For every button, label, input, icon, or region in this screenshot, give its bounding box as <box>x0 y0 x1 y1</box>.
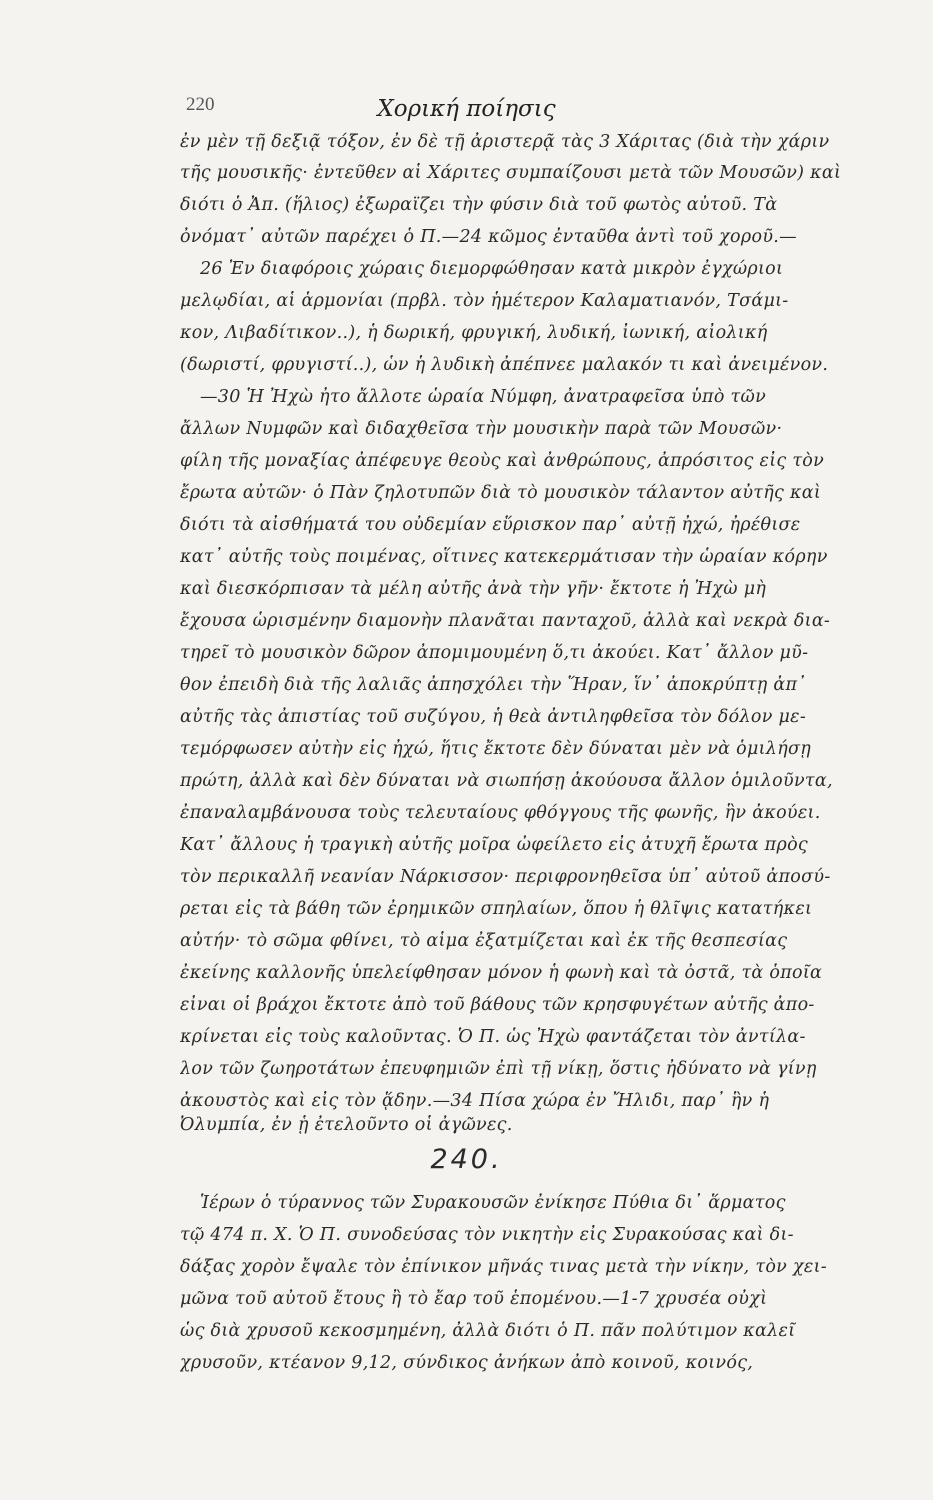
text-line: χρυσοῦν, κτέανον 9,12, σύνδικος ἀνήκων ἀπὸ κοινοῦ, κοινός, <box>180 1353 754 1373</box>
text-line: (δωριστί, φρυγιστί..), ὧν ἡ λυδικὴ ἀπέπνεε μαλακόν τι καὶ ἀνειμένον. <box>180 355 829 375</box>
text-line: τηρεῖ τὸ μουσικὸν δῶρον ἀπομιμουμένη ὅ,τι ἀκούει. Κατ᾽ ἄλλον μῦ- <box>180 643 809 663</box>
text-line: δάξας χορὸν ἔψαλε τὸν ἐπίνικον μῆνάς τινας μετὰ τὴν νίκην, τὸν χει- <box>180 1257 827 1277</box>
text-line: διότι ὁ Ἀπ. (ἥλιος) ἐξωραΐζει τὴν φύσιν διὰ τοῦ φωτὸς αὐτοῦ. Τὰ <box>180 195 778 215</box>
text-line: ρεται εἰς τὰ βάθη τῶν ἐρημικῶν σπηλαίων, ὅπου ἡ θλῖψις κατατήκει <box>180 899 813 919</box>
text-line: κατ᾽ αὐτῆς τοὺς ποιμένας, οἵτινες κατεκερμάτισαν τὴν ὡραίαν κόρην <box>180 547 828 567</box>
text-line: τῷ 474 π. Χ. Ὁ Π. συνοδεύσας τὸν νικητὴν εἰς Συρακούσας καὶ δι- <box>180 1225 794 1245</box>
text-line: λον τῶν ζωηροτάτων ἐπευφημιῶν ἐπὶ τῇ νίκῃ, ὅστις ἠδύνατο νὰ γίνῃ <box>180 1059 817 1079</box>
text-line: τῆς μουσικῆς· ἐντεῦθεν αἱ Χάριτες συμπαίζουσι μετὰ τῶν Μουσῶν) καὶ <box>180 163 842 183</box>
text-line: διότι τὰ αἰσθήματά του οὐδεμίαν εὕρισκον παρ᾽ αὐτῇ ἠχώ, ἠρέθισε <box>180 515 801 535</box>
text-line: τὸν περικαλλῆ νεανίαν Νάρκισσον· περιφρονηθεῖσα ὑπ᾽ αὐτοῦ ἀποσύ- <box>180 867 831 887</box>
text-line: ὀνόματ᾽ αὐτῶν παρέχει ὁ Π.—24 κῶμος ἐνταῦθα ἀντὶ τοῦ χοροῦ.— <box>180 227 797 247</box>
text-line: —30 Ἡ Ἠχὼ ἦτο ἄλλοτε ὡραία Νύμφη, ἀνατραφεῖσα ὑπὸ τῶν <box>200 387 767 407</box>
text-line: αὐτῆς τὰς ἀπιστίας τοῦ συζύγου, ἡ θεὰ ἀντιληφθεῖσα τὸν δόλον με- <box>180 707 807 727</box>
text-line: μῶνα τοῦ αὐτοῦ ἔτους ἢ τὸ ἔαρ τοῦ ἑπομένου.—1-7 χρυσέα οὐχὶ <box>180 1289 768 1309</box>
text-line: μελῳδίαι, αἱ ἁρμονίαι (πρβλ. τὸν ἡμέτερον Καλαματιανόν, Τσάμι- <box>180 291 789 311</box>
text-line: ἔρωτα αὐτῶν· ὁ Πὰν ζηλοτυπῶν διὰ τὸ μουσικὸν τάλαντον αὐτῆς καὶ <box>180 483 822 503</box>
text-line: Ὀλυμπία, ἐν ᾗ ἐτελοῦντο οἱ ἀγῶνες. <box>180 1115 513 1135</box>
text-line: ἀκουστὸς καὶ εἰς τὸν ᾅδην.—34 Πίσα χώρα ἐν Ἤλιδι, παρ᾽ ἣν ἡ <box>180 1091 770 1111</box>
text-line: ἐπαναλαμβάνουσα τοὺς τελευταίους φθόγγους τῆς φωνῆς, ἣν ἀκούει. <box>180 803 821 823</box>
text-line: ἐν μὲν τῇ δεξιᾷ τόξον, ἐν δὲ τῇ ἀριστερᾷ τὰς 3 Χάριτας (διὰ τὴν χάριν <box>180 132 830 152</box>
text-line: κον, Λιβαδίτικον..), ἡ δωρική, φρυγική, λυδική, ἰωνική, αἰολική <box>180 323 768 343</box>
text-line: Κατ᾽ ἄλλους ἡ τραγικὴ αὐτῆς μοῖρα ὠφείλετο εἰς ἀτυχῆ ἔρωτα πρὸς <box>180 835 809 855</box>
text-line: αὐτήν· τὸ σῶμα φθίνει, τὸ αἷμα ἐξατμίζεται καὶ ἐκ τῆς θεσπεσίας <box>180 931 788 951</box>
text-line: τεμόρφωσεν αὐτὴν εἰς ἠχώ, ἥτις ἔκτοτε δὲν δύναται μὲν νὰ ὁμιλήσῃ <box>180 739 812 759</box>
text-line: καὶ διεσκόρπισαν τὰ μέλη αὐτῆς ἀνὰ τὴν γῆν· ἔκτοτε ἡ Ἠχὼ μὴ <box>180 579 767 599</box>
text-line: ἄλλων Νυμφῶν καὶ διδαχθεῖσα τὴν μουσικὴν παρὰ τῶν Μουσῶν· <box>180 419 783 439</box>
text-line: πρώτη, ἀλλὰ καὶ δὲν δύναται νὰ σιωπήσῃ ἀκούουσα ἄλλον ὁμιλοῦντα, <box>180 771 833 791</box>
text-line: ἔχουσα ὡρισμένην διαμονὴν πλανᾶται πανταχοῦ, ἀλλὰ καὶ νεκρὰ δια- <box>180 611 831 631</box>
text-line: 26 Ἐν διαφόροις χώραις διεμορφώθησαν κατὰ μικρὸν ἐγχώριοι <box>200 259 784 279</box>
section-number: 240. <box>430 1144 503 1175</box>
page-number: 220 <box>186 94 215 115</box>
text-line: Ἱέρων ὁ τύραννος τῶν Συρακουσῶν ἐνίκησε Πύθια δι᾽ ἅρματος <box>200 1193 786 1213</box>
text-line: φίλη τῆς μοναξίας ἀπέφευγε θεοὺς καὶ ἀνθρώπους, ἀπρόσιτος εἰς τὸν <box>180 451 825 471</box>
running-head: Χορική ποίησις <box>377 96 556 122</box>
text-line: ἐκείνης καλλονῆς ὑπελείφθησαν μόνον ἡ φωνὴ καὶ τὰ ὀστᾶ, τὰ ὁποῖα <box>180 963 823 983</box>
text-line: ὡς διὰ χρυσοῦ κεκοσμημένη, ἀλλὰ διότι ὁ Π. πᾶν πολύτιμον καλεῖ <box>180 1321 796 1341</box>
text-line: θον ἐπειδὴ διὰ τῆς λαλιᾶς ἀπησχόλει τὴν Ἥραν, ἵν᾽ ἀποκρύπτῃ ἀπ᾽ <box>180 675 807 695</box>
text-line: εἶναι οἱ βράχοι ἔκτοτε ἀπὸ τοῦ βάθους τῶν κρησφυγέτων αὐτῆς ἀπο- <box>180 995 815 1015</box>
text-line: κρίνεται εἰς τοὺς καλοῦντας. Ὁ Π. ὡς Ἠχὼ φαντάζεται τὸν ἀντίλα- <box>180 1027 806 1047</box>
